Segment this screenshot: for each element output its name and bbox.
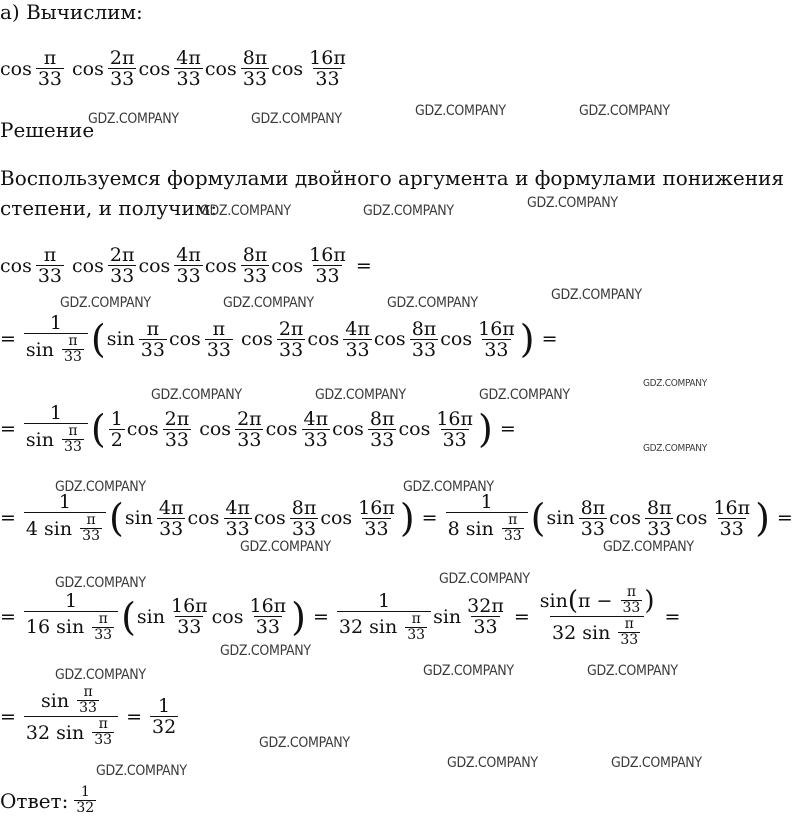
watermark: GDZ.COMPANY (439, 571, 530, 587)
solution-label: Решение (0, 118, 95, 142)
step-formula-6: = sin $\frac{\pi}{33}$ 32 sin $\frac{\pi}{33}$ = $\frac{1}{32}$ (0, 684, 177, 748)
watermark: GDZ.COMPANY (151, 387, 242, 403)
task-label: а) Вычислим: (0, 0, 143, 24)
answer-value: $\frac{1}{32}$ (76, 784, 95, 816)
watermark: GDZ.COMPANY (55, 479, 146, 495)
step-formula-1: cos $\frac{\pi}{33}$ cos $\frac{2\pi}{33}$ cos $\frac{4\pi}{33}$ cos $\frac{8\pi}{33}$ cos $\frac{16\pi}{33}$ = (0, 244, 372, 287)
method-text-line1: Воспользуемся формулами двойного аргумента и формулами понижения (0, 166, 785, 190)
watermark: GDZ.COMPANY (259, 735, 350, 751)
cos-fn: cos (0, 57, 32, 80)
watermark: GDZ.COMPANY (387, 295, 478, 311)
watermark: GDZ.COMPANY (363, 203, 454, 219)
watermark: GDZ.COMPANY (220, 643, 311, 659)
watermark: GDZ.COMPANY (88, 111, 179, 127)
watermark: GDZ.COMPANY (447, 755, 538, 771)
watermark: GDZ.COMPANY (315, 387, 406, 403)
watermark: GDZ.COMPANY (415, 103, 506, 119)
watermark: GDZ.COMPANY (55, 667, 146, 683)
watermark: GDZ.COMPANY (423, 663, 514, 679)
watermark: GDZ.COMPANY (60, 295, 151, 311)
watermark: GDZ.COMPANY (55, 575, 146, 591)
watermark: GDZ.COMPANY (551, 287, 642, 303)
step-formula-4: = 1 4 sin $\frac{\pi}{33}$ ( sin $\frac{4\pi}{33}$ cos $\frac{4\pi}{33}$ cos $\frac{8\pi}{33}$ cos $\frac{16\pi}{33}$ ) = 1 8 sin $\frac{\pi}{33}$ ( sin $\frac{8\pi}{33}$ cos $\frac{8\pi}{33}$ cos $\frac{16\pi}{33}$ ) = (0, 491, 793, 544)
watermark: GDZ.COMPANY (643, 378, 707, 389)
watermark: GDZ.COMPANY (403, 479, 494, 495)
watermark: GDZ.COMPANY (223, 295, 314, 311)
step-formula-2: = 1 sin $\frac{\pi}{33}$ ( sin $\frac{\pi}{33}$ cos $\frac{\pi}{33}$ cos $\frac{2\pi}{33}$ cos $\frac{4\pi}{33}$ cos $\frac{8\pi}{33}$ cos $\frac{16\pi}{33}$ ) = (0, 312, 558, 365)
step-formula-3: = 1 sin $\frac{\pi}{33}$ ( $\frac{1}{2}$ cos $\frac{2\pi}{33}$ cos $\frac{2\pi}{33}$ cos $\frac{4\pi}{33}$ cos $\frac{8\pi}{33}$ cos $\frac{16\pi}{33}$ ) = (0, 402, 516, 455)
fraction: $\frac{\pi}{33}$ (37, 47, 63, 90)
answer (0, 785, 98, 816)
method-text-line2: степени, и получим: (0, 196, 218, 220)
watermark: GDZ.COMPANY (587, 663, 678, 679)
watermark: GDZ.COMPANY (611, 755, 702, 771)
watermark: GDZ.COMPANY (240, 539, 331, 555)
watermark: GDZ.COMPANY (643, 443, 707, 454)
watermark: GDZ.COMPANY (479, 387, 570, 403)
watermark: GDZ.COMPANY (527, 195, 618, 211)
watermark: GDZ.COMPANY (251, 111, 342, 127)
watermark: GDZ.COMPANY (603, 539, 694, 555)
answer-label: Ответ: (0, 788, 69, 813)
watermark: GDZ.COMPANY (200, 203, 291, 219)
problem-formula: cos $\frac{\pi}{33}$ cos $\frac{2\pi}{33}$ cos $\frac{4\pi}{33}$ cos $\frac{8\pi}{33}$ cos $\frac{16\pi}{33}$ (0, 47, 346, 90)
watermark: GDZ.COMPANY (96, 763, 187, 779)
watermark: GDZ.COMPANY (579, 103, 670, 119)
step-formula-5: = 1 16 sin $\frac{\pi}{33}$ ( sin $\frac{16\pi}{33}$ cos $\frac{16\pi}{33}$ ) = 1 32 sin $\frac{\pi}{33}$ sin $\frac{32\pi}{33}$ = sin ( π − $\frac{\pi}{33}$ ) 32 sin $\frac{\pi}{33}$ = (0, 584, 681, 648)
